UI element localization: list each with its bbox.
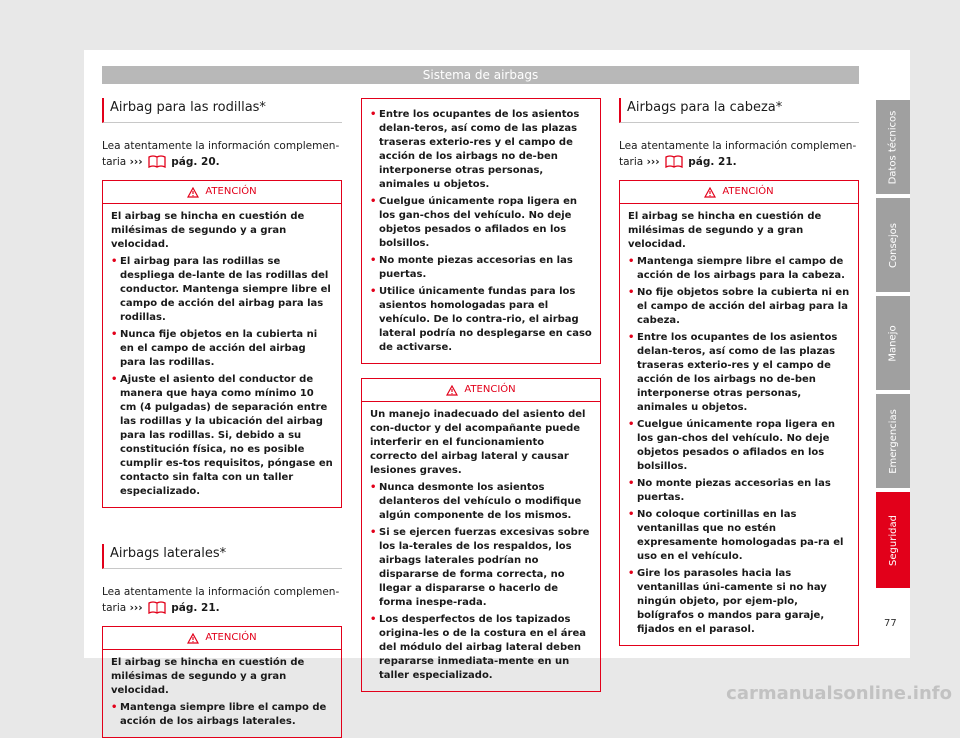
ref-arrows: ››› (129, 156, 143, 168)
warning-triangle-icon (446, 385, 458, 396)
warning-body (362, 402, 600, 691)
warning-header (362, 379, 600, 402)
chapter-header: Sistema de airbags (102, 66, 859, 84)
list-item: • Si se ejercen fuerzas excesivas sobre los la-terales de los respaldos, los airbags laterales podrían no dispararse de forma correcta, no llegar a dispararse o hacerlo de forma inespe-rada. (370, 526, 592, 610)
intro-pre: Lea atentamente la información complemen-taria (102, 140, 340, 168)
tab-consejos[interactable] (876, 198, 910, 292)
list-item: • No monte piezas accesorias en las puertas. (628, 477, 850, 505)
warning-box (619, 180, 859, 646)
warning-intro: Un manejo inadecuado del asiento del con-ductor y del acompañante puede interferir en el funcionamiento correcto del airbag lateral y causar lesiones graves. (370, 409, 586, 476)
tab-label: Seguridad (887, 514, 899, 566)
book-icon (665, 154, 683, 168)
list-item: • Cuelgue únicamente ropa ligera en los gan-chos del vehículo. No deje objetos pesados o afilados en los bolsillos. (628, 418, 850, 474)
warning-intro: El airbag se hincha en cuestión de milésimas de segundo y a gran velocidad. (111, 211, 305, 250)
warning-intro: El airbag se hincha en cuestión de milésimas de segundo y a gran velocidad. (628, 211, 822, 250)
warning-header (620, 181, 858, 204)
warning-list (111, 255, 333, 499)
warning-label: ATENCIÓN (205, 186, 257, 197)
warning-header (103, 181, 341, 204)
warning-triangle-icon (187, 633, 199, 644)
list-item: • Nunca fije objetos en la cubierta ni en el campo de acción del airbag para las rodillas. (111, 328, 333, 370)
page-number: 77 (884, 618, 897, 629)
list-item: • Ajuste el asiento del conductor de manera que haya como mínimo 10 cm (4 pulgadas) de separación entre las rodillas y la ubicación del airbag para las rodillas. Si, debido a su constitución física, no es posible cumplir es-tos requisitos, póngase en contacto sin falta con un taller especializado. (111, 373, 333, 499)
warning-header (103, 627, 341, 650)
list-item: • El airbag para las rodillas se despliega de-lante de las rodillas del conductor. Mantenga siempre libre el campo de acción del airbag para las rodillas. (111, 255, 333, 325)
warning-label: ATENCIÓN (464, 384, 516, 395)
book-icon (148, 154, 166, 168)
warning-box (361, 378, 601, 692)
list-item: • Utilice únicamente fundas para los asientos homologadas para el vehículo. De lo contra-rio, el airbag lateral podría no desplegarse en caso de activarse. (370, 285, 592, 355)
section-title-head-airbags: Airbags para la cabeza* (619, 98, 859, 123)
list-item: • Entre los ocupantes de los asientos delan-teros, así como de las plazas traseras exterio-res y el campo de acción de los airbags no de-ben interponerse otras personas, animales u objetos. (628, 331, 850, 415)
list-item: • Entre los ocupantes de los asientos delan-teros, así como de las plazas traseras exterio-res y el campo de acción de los airbags no de-ben interponerse otras personas, animales u objetos. (370, 108, 592, 192)
ref-arrows: ››› (129, 602, 143, 614)
warning-box (102, 626, 342, 738)
warning-label: ATENCIÓN (722, 186, 774, 197)
tab-label: Consejos (887, 222, 899, 268)
column-3 (619, 98, 859, 646)
intro-text (102, 139, 342, 170)
warning-body (103, 650, 341, 737)
warning-box (102, 180, 342, 508)
tab-label: Datos técnicos (887, 110, 899, 184)
list-item: • Cuelgue únicamente ropa ligera en los gan-chos del vehículo. No deje objetos pesados o afilados en los bolsillos. (370, 195, 592, 251)
list-item: • No fije objetos sobre la cubierta ni en el campo de acción del airbag para la cabeza. (628, 286, 850, 328)
tab-label: Manejo (887, 324, 899, 362)
warning-body (620, 204, 858, 645)
tab-manejo[interactable] (876, 296, 910, 390)
section-title-side-airbags: Airbags laterales* (102, 544, 342, 569)
watermark: carmanualsonline.info (726, 683, 952, 704)
warning-triangle-icon (187, 187, 199, 198)
page-ref-link[interactable]: pág. 21. (688, 156, 737, 168)
warning-list (370, 108, 592, 355)
warning-label: ATENCIÓN (205, 632, 257, 643)
list-item: • Nunca desmonte los asientos delanteros del vehículo o modifique algún componente de los mismos. (370, 481, 592, 523)
section-title-knee-airbag: Airbag para las rodillas* (102, 98, 342, 123)
intro-pre: Lea atentamente la información complemen-taria (102, 586, 340, 614)
warning-body (362, 99, 600, 363)
warning-intro: El airbag se hincha en cuestión de milésimas de segundo y a gran velocidad. (111, 657, 305, 696)
list-item: • Los desperfectos de los tapizados origina-les o de la costura en el área del módulo del airbag lateral deben repararse inmediata-mente en un taller especializado. (370, 613, 592, 683)
intro-text (102, 585, 342, 616)
tab-emergencias[interactable] (876, 394, 910, 488)
page-ref-link[interactable]: pág. 20. (171, 156, 220, 168)
page-ref-link[interactable]: pág. 21. (171, 602, 220, 614)
tab-label: Emergencias (887, 408, 899, 474)
list-item: • No monte piezas accesorias en las puertas. (370, 254, 592, 282)
ref-arrows: ››› (646, 156, 660, 168)
book-icon (148, 600, 166, 614)
list-item: • No coloque cortinillas en las ventanillas que no estén expresamente homologadas pa-ra el uso en el vehículo. (628, 508, 850, 564)
warning-body (103, 204, 341, 507)
intro-pre: Lea atentamente la información complemen-taria (619, 140, 857, 168)
list-item: • Mantenga siempre libre el campo de acción de los airbags para la cabeza. (628, 255, 850, 283)
list-item: • Gire los parasoles hacia las ventanillas úni-camente si no hay ningún objeto, por ejem-plo, bolígrafos o mandos para garaje, fijados en el parasol. (628, 567, 850, 637)
warning-box-continued (361, 98, 601, 364)
warning-list (111, 701, 333, 729)
warning-list (370, 481, 592, 683)
tab-seguridad[interactable] (876, 492, 910, 588)
list-item: • Mantenga siempre libre el campo de acción de los airbags laterales. (111, 701, 333, 729)
intro-text (619, 139, 859, 170)
column-1 (102, 98, 342, 738)
warning-triangle-icon (704, 187, 716, 198)
warning-list (628, 255, 850, 637)
tab-datos-tecnicos[interactable] (876, 100, 910, 194)
column-2 (361, 98, 601, 692)
